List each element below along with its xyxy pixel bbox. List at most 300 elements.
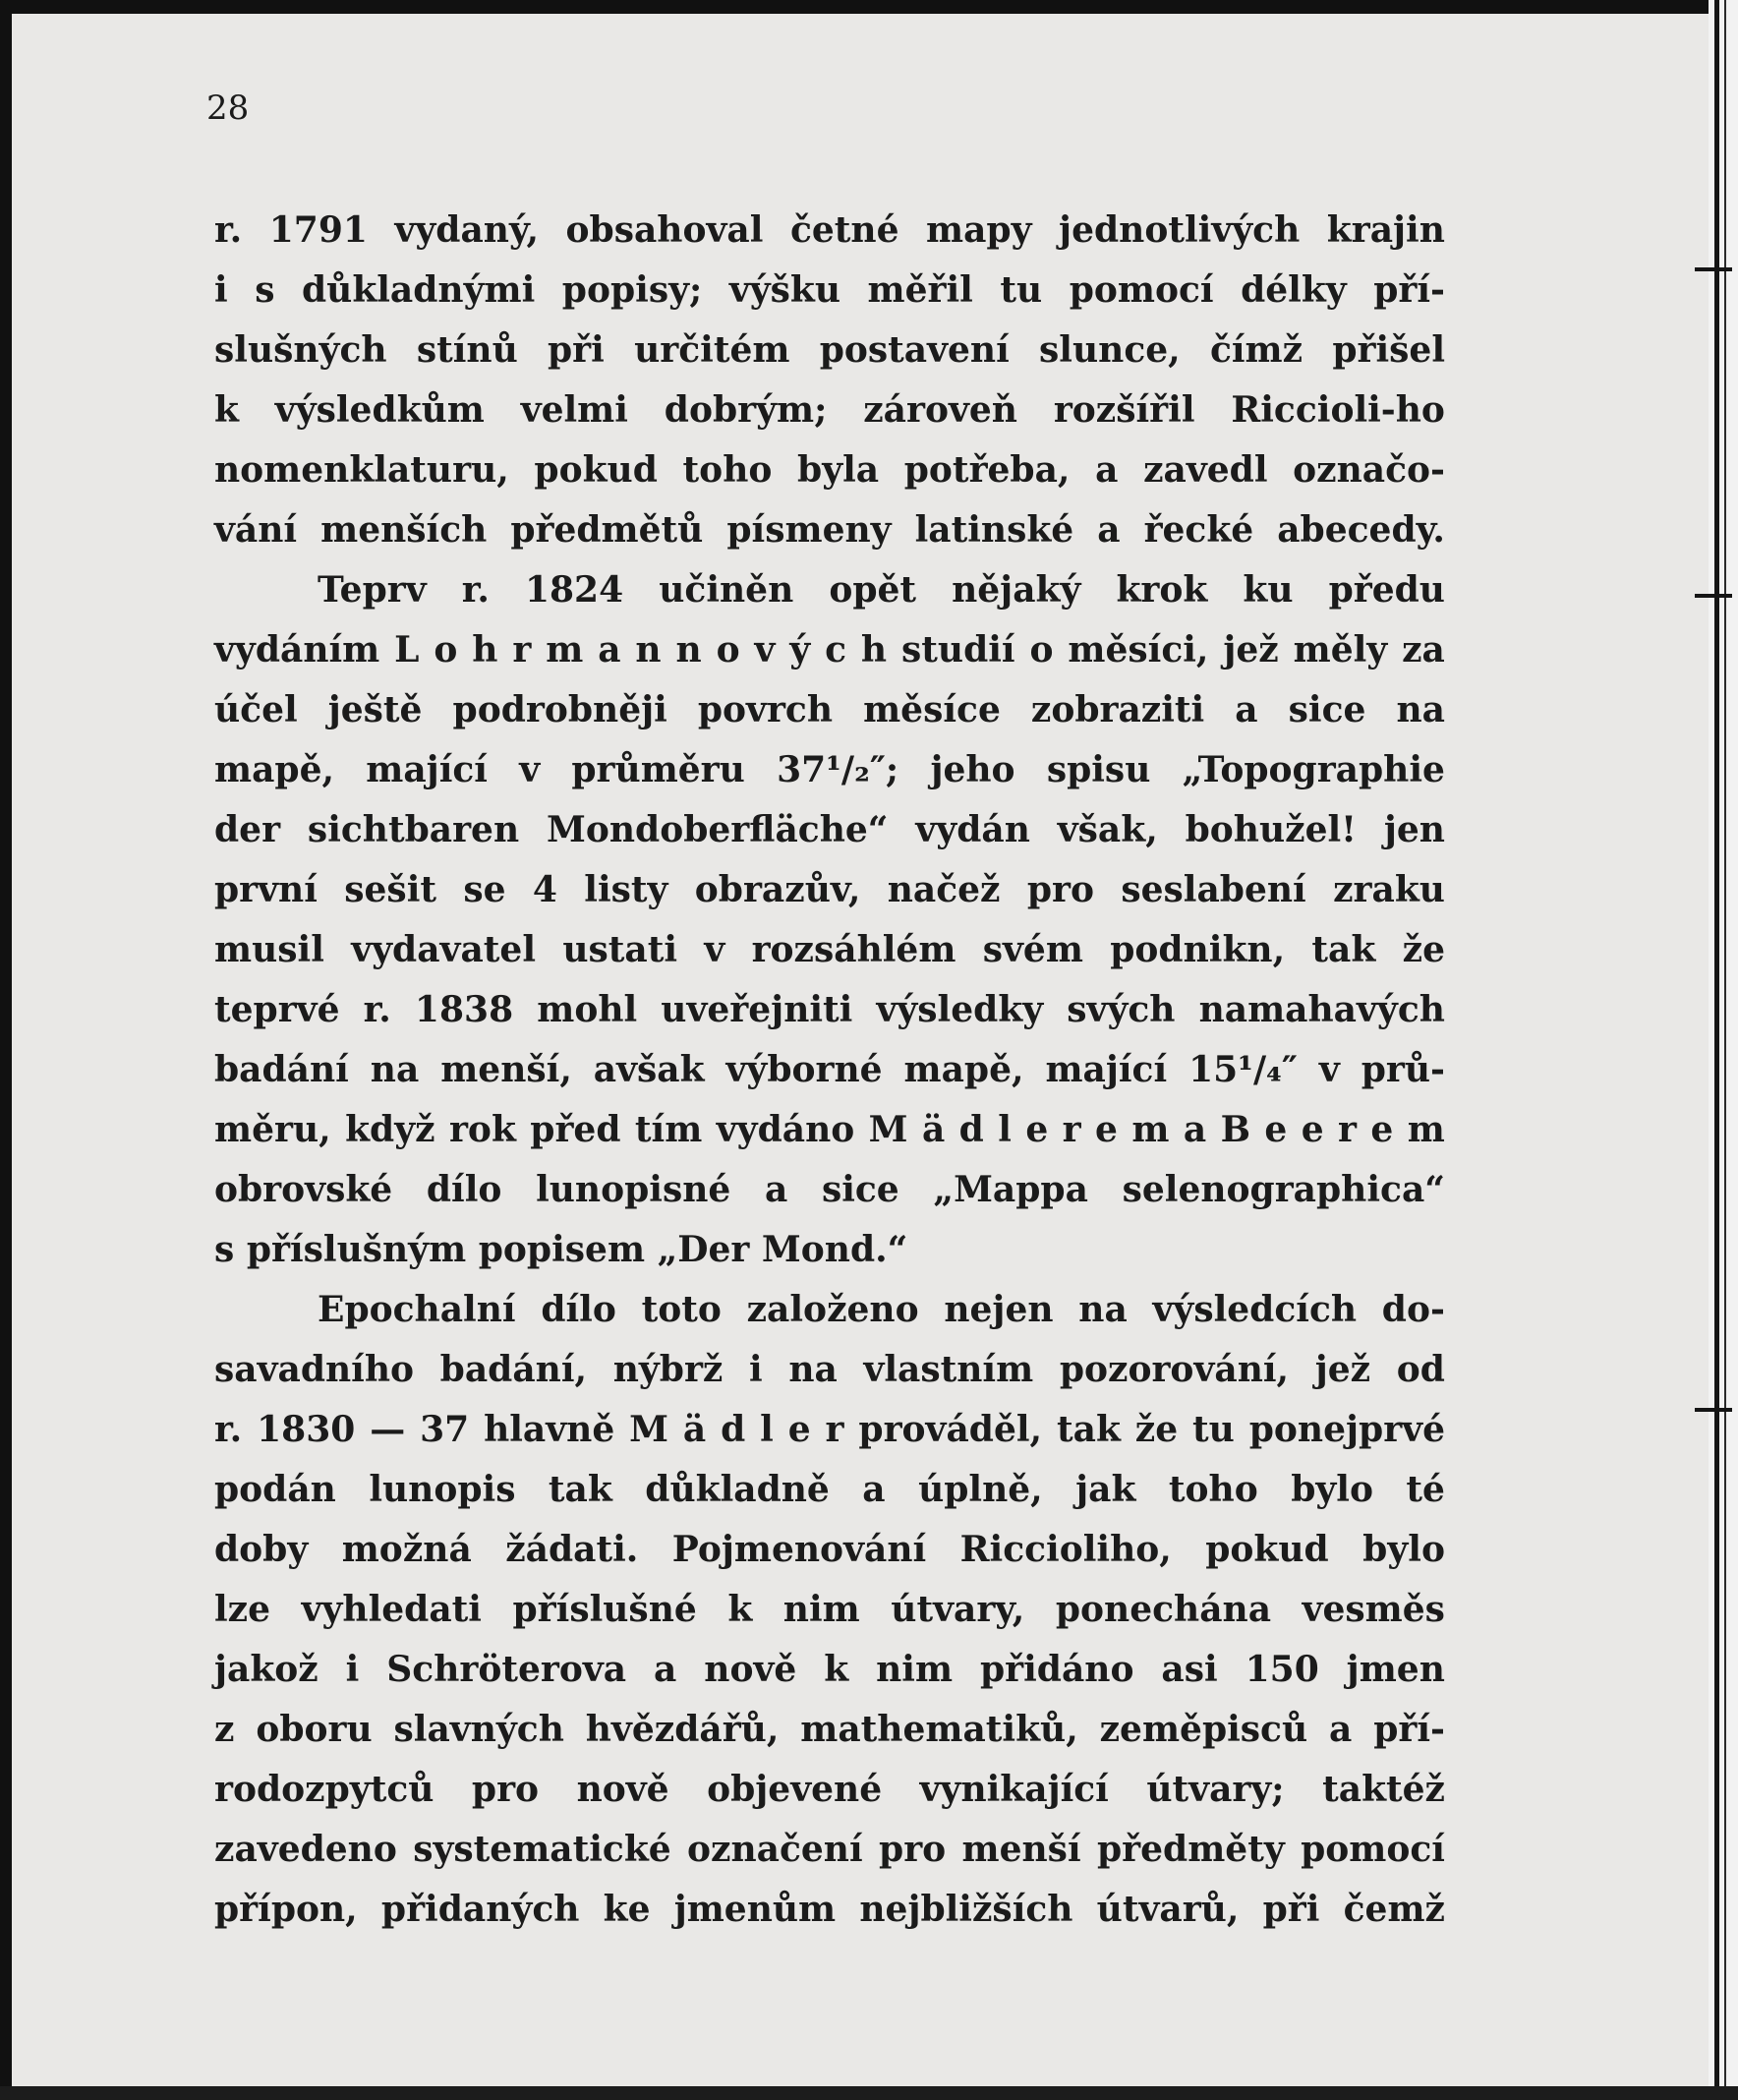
word: toho [682, 449, 773, 491]
word: vydáno [716, 1109, 855, 1150]
word: a [1183, 1109, 1207, 1150]
word: měřil [867, 269, 973, 311]
word: slavných [393, 1709, 564, 1750]
word: čemž [1343, 1889, 1445, 1930]
word: der [214, 809, 281, 850]
word: při [548, 329, 605, 371]
text-line [214, 860, 1445, 920]
word: o [716, 629, 740, 671]
scan-edge-mark [1695, 1408, 1732, 1412]
word: r. [363, 989, 391, 1030]
word: k [824, 1649, 849, 1690]
word: úplně, [918, 1469, 1043, 1510]
text-line [214, 1220, 1445, 1280]
word: spisu [1046, 749, 1151, 790]
word: i [214, 269, 228, 311]
word: byla [797, 449, 880, 491]
word: rozsáhlém [751, 929, 956, 970]
word: 37 [420, 1409, 470, 1450]
word: pro [471, 1769, 540, 1810]
word: průměru [571, 749, 745, 790]
word: měsíce [863, 689, 1001, 730]
word: předmětů [510, 509, 704, 551]
word: 37¹/₂″; [777, 749, 899, 790]
word: popisy; [561, 269, 703, 311]
word: badání [214, 1049, 349, 1090]
text-line [214, 321, 1445, 380]
word: a [1095, 449, 1119, 491]
word: pomocí [1301, 1829, 1445, 1870]
word: a [1097, 509, 1121, 551]
word: h [860, 629, 888, 671]
word: příslušné [512, 1589, 697, 1630]
word: doby [214, 1529, 309, 1570]
word: bylo [1291, 1469, 1373, 1510]
word: pro [1026, 869, 1095, 910]
word: Riccioliho, [959, 1529, 1172, 1570]
word: jeho [930, 749, 1015, 790]
word: vynikající [919, 1769, 1109, 1810]
word: z [214, 1709, 235, 1750]
text-line [214, 920, 1445, 980]
word: M [629, 1409, 668, 1450]
word: vání [214, 509, 298, 551]
word: pokud [534, 449, 658, 491]
word: r [1338, 1109, 1358, 1150]
word: a [598, 629, 621, 671]
text-line [214, 1700, 1445, 1760]
word: vyhledati [301, 1589, 482, 1630]
word: musil [214, 929, 324, 970]
word: menší [961, 1829, 1081, 1870]
word: h [472, 629, 498, 671]
word: sešit [344, 869, 436, 910]
page-number: 28 [206, 88, 250, 128]
word: načež [887, 869, 1001, 910]
word: na [1078, 1289, 1128, 1330]
word: řecké [1143, 509, 1254, 551]
word: k [214, 389, 239, 431]
text-line [214, 1040, 1445, 1100]
word: e [1095, 1109, 1118, 1150]
word: B [1220, 1109, 1251, 1150]
word: menší, [440, 1049, 572, 1090]
word: ä [921, 1109, 946, 1150]
text-line [214, 1880, 1445, 1940]
word: bohužel! [1185, 809, 1357, 850]
word: výsledky [876, 989, 1044, 1030]
word: mohl [537, 989, 638, 1030]
text-line [214, 500, 1445, 560]
word: zároveň [863, 389, 1017, 431]
word: i [345, 1649, 360, 1690]
word: 15¹/₄″ [1188, 1049, 1298, 1090]
word: c [825, 629, 847, 671]
word: obsahoval [565, 209, 764, 251]
word: dobrým; [664, 389, 828, 431]
word: d [721, 1409, 746, 1450]
word: učiněn [659, 569, 794, 611]
word: d [958, 1109, 984, 1150]
word: nim [782, 1589, 860, 1630]
word: asi [1161, 1649, 1218, 1690]
word: svém [982, 929, 1083, 970]
word: písmeny [726, 509, 892, 551]
word: ý [789, 629, 811, 671]
word: na [788, 1349, 838, 1390]
word: měsíci, [1068, 629, 1209, 671]
word: uveřejniti [661, 989, 853, 1030]
word: vydaný, [394, 209, 539, 251]
word: 150 [1245, 1649, 1319, 1690]
word: zavedeno [214, 1829, 397, 1870]
word: a [1235, 689, 1258, 730]
word: dílo [541, 1289, 616, 1330]
word: 1838 [414, 989, 514, 1030]
word: n [675, 629, 702, 671]
word: r. [461, 569, 490, 611]
word: mapy [926, 209, 1032, 251]
word: jmen [1346, 1649, 1445, 1690]
word: tu [1000, 269, 1043, 311]
word: možná [341, 1529, 472, 1570]
word: krok [1116, 569, 1208, 611]
word: zraku [1333, 869, 1445, 910]
word: Epochalní [318, 1289, 516, 1330]
word: ke [603, 1889, 651, 1930]
word: popisem [478, 1229, 658, 1270]
word: studií [901, 629, 1015, 671]
word: r [512, 629, 532, 671]
word: teprvé [214, 989, 340, 1030]
text-line [214, 800, 1445, 860]
word: mající [1045, 1049, 1168, 1090]
word: 1830 [257, 1409, 356, 1450]
paragraph-start-line [214, 560, 1445, 620]
word: pří- [1373, 1709, 1445, 1750]
word: toho [1168, 1469, 1258, 1510]
text-line [214, 1340, 1445, 1400]
word: měru, [214, 1109, 331, 1150]
word: ä [682, 1409, 707, 1450]
word: potřeba, [903, 449, 1071, 491]
word: pozorování, [1059, 1349, 1290, 1390]
word: 1791 [268, 209, 368, 251]
word: prováděl, [858, 1409, 1043, 1450]
word: — [370, 1409, 406, 1450]
word: nim [876, 1649, 954, 1690]
word: tak [1056, 1409, 1121, 1450]
word: v [754, 629, 776, 671]
word: mathematiků, [800, 1709, 1078, 1750]
word: v [1318, 1049, 1340, 1090]
word: však, [1057, 809, 1158, 850]
word: určitém [634, 329, 790, 371]
word: pomocí [1069, 269, 1214, 311]
word: podán [214, 1469, 336, 1510]
word: badání, [439, 1349, 588, 1390]
word: savadního [214, 1349, 415, 1390]
word: abecedy. [1277, 509, 1445, 551]
word: podnikn, [1110, 929, 1286, 970]
word: hvězdářů, [585, 1709, 780, 1750]
word: m [1131, 1109, 1170, 1150]
word: za [1402, 629, 1445, 671]
word: jež [1314, 1349, 1371, 1390]
word: založeno [746, 1289, 919, 1330]
text-line [214, 620, 1445, 680]
word: objevené [707, 1769, 883, 1810]
word: vydavatel [351, 929, 536, 970]
word: slušných [214, 329, 387, 371]
text-line [214, 1580, 1445, 1640]
word: selenographica“ [1122, 1169, 1445, 1210]
word: před [530, 1109, 621, 1150]
word: příslušným [246, 1229, 479, 1270]
word: stínů [416, 329, 518, 371]
text-line [214, 380, 1445, 440]
word: toto [641, 1289, 722, 1330]
word: e [1301, 1109, 1324, 1150]
word: slunce, [1039, 329, 1181, 371]
word: „Mappa [933, 1169, 1088, 1210]
word: M [868, 1109, 908, 1150]
word: r [1062, 1109, 1081, 1150]
word: Schröterova [386, 1649, 627, 1690]
word: ponejprvé [1248, 1409, 1445, 1450]
word: lunopis [369, 1469, 516, 1510]
word: Riccioli-ho [1231, 389, 1445, 431]
word: vesměs [1302, 1589, 1445, 1630]
word: rok [448, 1109, 516, 1150]
word: útvarů, [1096, 1889, 1240, 1930]
word: vlastním [863, 1349, 1034, 1390]
word: žádati. [505, 1529, 639, 1570]
word: první [214, 869, 318, 910]
word: na [370, 1049, 420, 1090]
word: taktéž [1322, 1769, 1445, 1810]
word: latinské [914, 509, 1074, 551]
word: Mond.“ [761, 1229, 908, 1270]
word: výsledcích [1152, 1289, 1358, 1330]
word: tu [1192, 1409, 1235, 1450]
word: četné [789, 209, 899, 251]
text-line [214, 1520, 1445, 1580]
word: pro [879, 1829, 947, 1870]
word: a [862, 1469, 886, 1510]
word: při [1262, 1889, 1320, 1930]
word: důkladně [645, 1469, 830, 1510]
word: postavení [819, 329, 1010, 371]
word: lze [214, 1589, 271, 1630]
word: sice [821, 1169, 899, 1210]
word: se [463, 869, 506, 910]
word: předměty [1096, 1829, 1285, 1870]
word: sice [1288, 689, 1366, 730]
word: výsledkům [274, 389, 485, 431]
word: listy [584, 869, 668, 910]
word: že [1134, 1409, 1179, 1450]
word: e [1264, 1109, 1288, 1150]
word: označení [687, 1829, 863, 1870]
word: přidaných [380, 1889, 580, 1930]
word: dílo [426, 1169, 502, 1210]
word: označo- [1293, 449, 1445, 491]
text-line [214, 1640, 1445, 1700]
word: čímž [1209, 329, 1304, 371]
text-line [214, 980, 1445, 1040]
word: ku [1243, 569, 1294, 611]
word: „Topographie [1182, 749, 1445, 790]
word: nejbližších [859, 1889, 1073, 1930]
word: avšak [593, 1049, 705, 1090]
word: l [998, 1109, 1012, 1150]
text-line [214, 201, 1445, 261]
scan-border-right-line-thin [1724, 0, 1726, 2100]
word: prů- [1361, 1049, 1445, 1090]
word: od [1396, 1349, 1445, 1390]
word: vydán [915, 809, 1030, 850]
word: jen [1383, 809, 1445, 850]
word: namahavých [1198, 989, 1445, 1030]
word: v [704, 929, 725, 970]
word: o [434, 629, 458, 671]
scan-border-right-line [1714, 0, 1719, 2100]
word: měly [1293, 629, 1388, 671]
word: jednotlivých [1059, 209, 1301, 251]
word: i [749, 1349, 763, 1390]
word: zavedl [1143, 449, 1268, 491]
word: „Der [657, 1229, 762, 1270]
word: mapě, [214, 749, 335, 790]
text-line [214, 440, 1445, 500]
word: e [1025, 1109, 1049, 1150]
word: účel [214, 689, 298, 730]
word: ustati [562, 929, 678, 970]
word: podrobněji [452, 689, 667, 730]
word: důkladnými [301, 269, 536, 311]
word: s [255, 269, 275, 311]
scan-edge-mark [1695, 594, 1732, 598]
paragraph-start-line [214, 1280, 1445, 1340]
word: zobraziti [1030, 689, 1205, 730]
word: seslabení [1121, 869, 1306, 910]
text-line [214, 1160, 1445, 1220]
text-line [214, 1460, 1445, 1520]
word: a [654, 1649, 677, 1690]
word: zeměpisců [1099, 1709, 1308, 1750]
word: mapě, [903, 1049, 1024, 1090]
word: jež [1223, 629, 1279, 671]
text-line [214, 1760, 1445, 1820]
word: v [519, 749, 541, 790]
scan-border-bottom [0, 2086, 1738, 2100]
word: k [727, 1589, 753, 1630]
word: oboru [256, 1709, 373, 1750]
word: obrazův, [694, 869, 861, 910]
word: vydáním [214, 629, 380, 671]
word: nejen [944, 1289, 1054, 1330]
word: ponechána [1055, 1589, 1272, 1630]
word: nýbrž [612, 1349, 724, 1390]
word: velmi [520, 389, 628, 431]
word: e [787, 1409, 811, 1450]
word: nějaký [952, 569, 1081, 611]
word: tím [634, 1109, 703, 1150]
word: když [345, 1109, 435, 1150]
word: nově [576, 1769, 669, 1810]
word: o [1029, 629, 1054, 671]
word: jmenům [673, 1889, 837, 1930]
word: Mondoberfläche“ [547, 809, 889, 850]
word: přišel [1332, 329, 1445, 371]
scan-edge-mark [1695, 267, 1732, 271]
word: na [1396, 689, 1445, 730]
word: jakož [214, 1649, 319, 1690]
word: a [1329, 1709, 1353, 1750]
word: s [214, 1229, 247, 1270]
word: té [1406, 1469, 1445, 1510]
word: výborné [725, 1049, 883, 1090]
word: ještě [327, 689, 423, 730]
text-line [214, 261, 1445, 321]
word: povrch [697, 689, 834, 730]
word: délky [1241, 269, 1347, 311]
word: přípon, [214, 1889, 358, 1930]
word: opět [829, 569, 917, 611]
word: pří- [1373, 269, 1445, 311]
word: pokud [1205, 1529, 1329, 1570]
word: tak [548, 1469, 612, 1510]
word: L [394, 629, 420, 671]
word: e [1370, 1109, 1394, 1150]
text-line [214, 740, 1445, 800]
word: 1824 [524, 569, 624, 611]
word: výšku [728, 269, 841, 311]
word: Pojmenování [671, 1529, 927, 1570]
scan-border-left [0, 0, 12, 2100]
word: systematické [413, 1829, 671, 1870]
word: a [764, 1169, 788, 1210]
word: přidáno [979, 1649, 1134, 1690]
word: jak [1075, 1469, 1136, 1510]
text-line [214, 1100, 1445, 1160]
word: svých [1067, 989, 1176, 1030]
word: obrovské [214, 1169, 393, 1210]
word: hlavně [484, 1409, 615, 1450]
word: sichtbaren [307, 809, 520, 850]
word: m [546, 629, 584, 671]
word: bylo [1362, 1529, 1445, 1570]
word: útvary; [1146, 1769, 1285, 1810]
body-text [214, 201, 1445, 1940]
word: r [825, 1409, 844, 1450]
word: krajin [1326, 209, 1445, 251]
word: menších [320, 509, 488, 551]
text-line [214, 1820, 1445, 1880]
word: mající [366, 749, 488, 790]
word: Teprv [318, 569, 427, 611]
scan-border-top [0, 0, 1738, 14]
word: do- [1381, 1289, 1445, 1330]
word: předu [1328, 569, 1445, 611]
word: nově [704, 1649, 797, 1690]
word: rodozpytců [214, 1769, 434, 1810]
word: n [635, 629, 662, 671]
word: r. [214, 1409, 243, 1450]
word: že [1402, 929, 1445, 970]
word: tak [1311, 929, 1376, 970]
